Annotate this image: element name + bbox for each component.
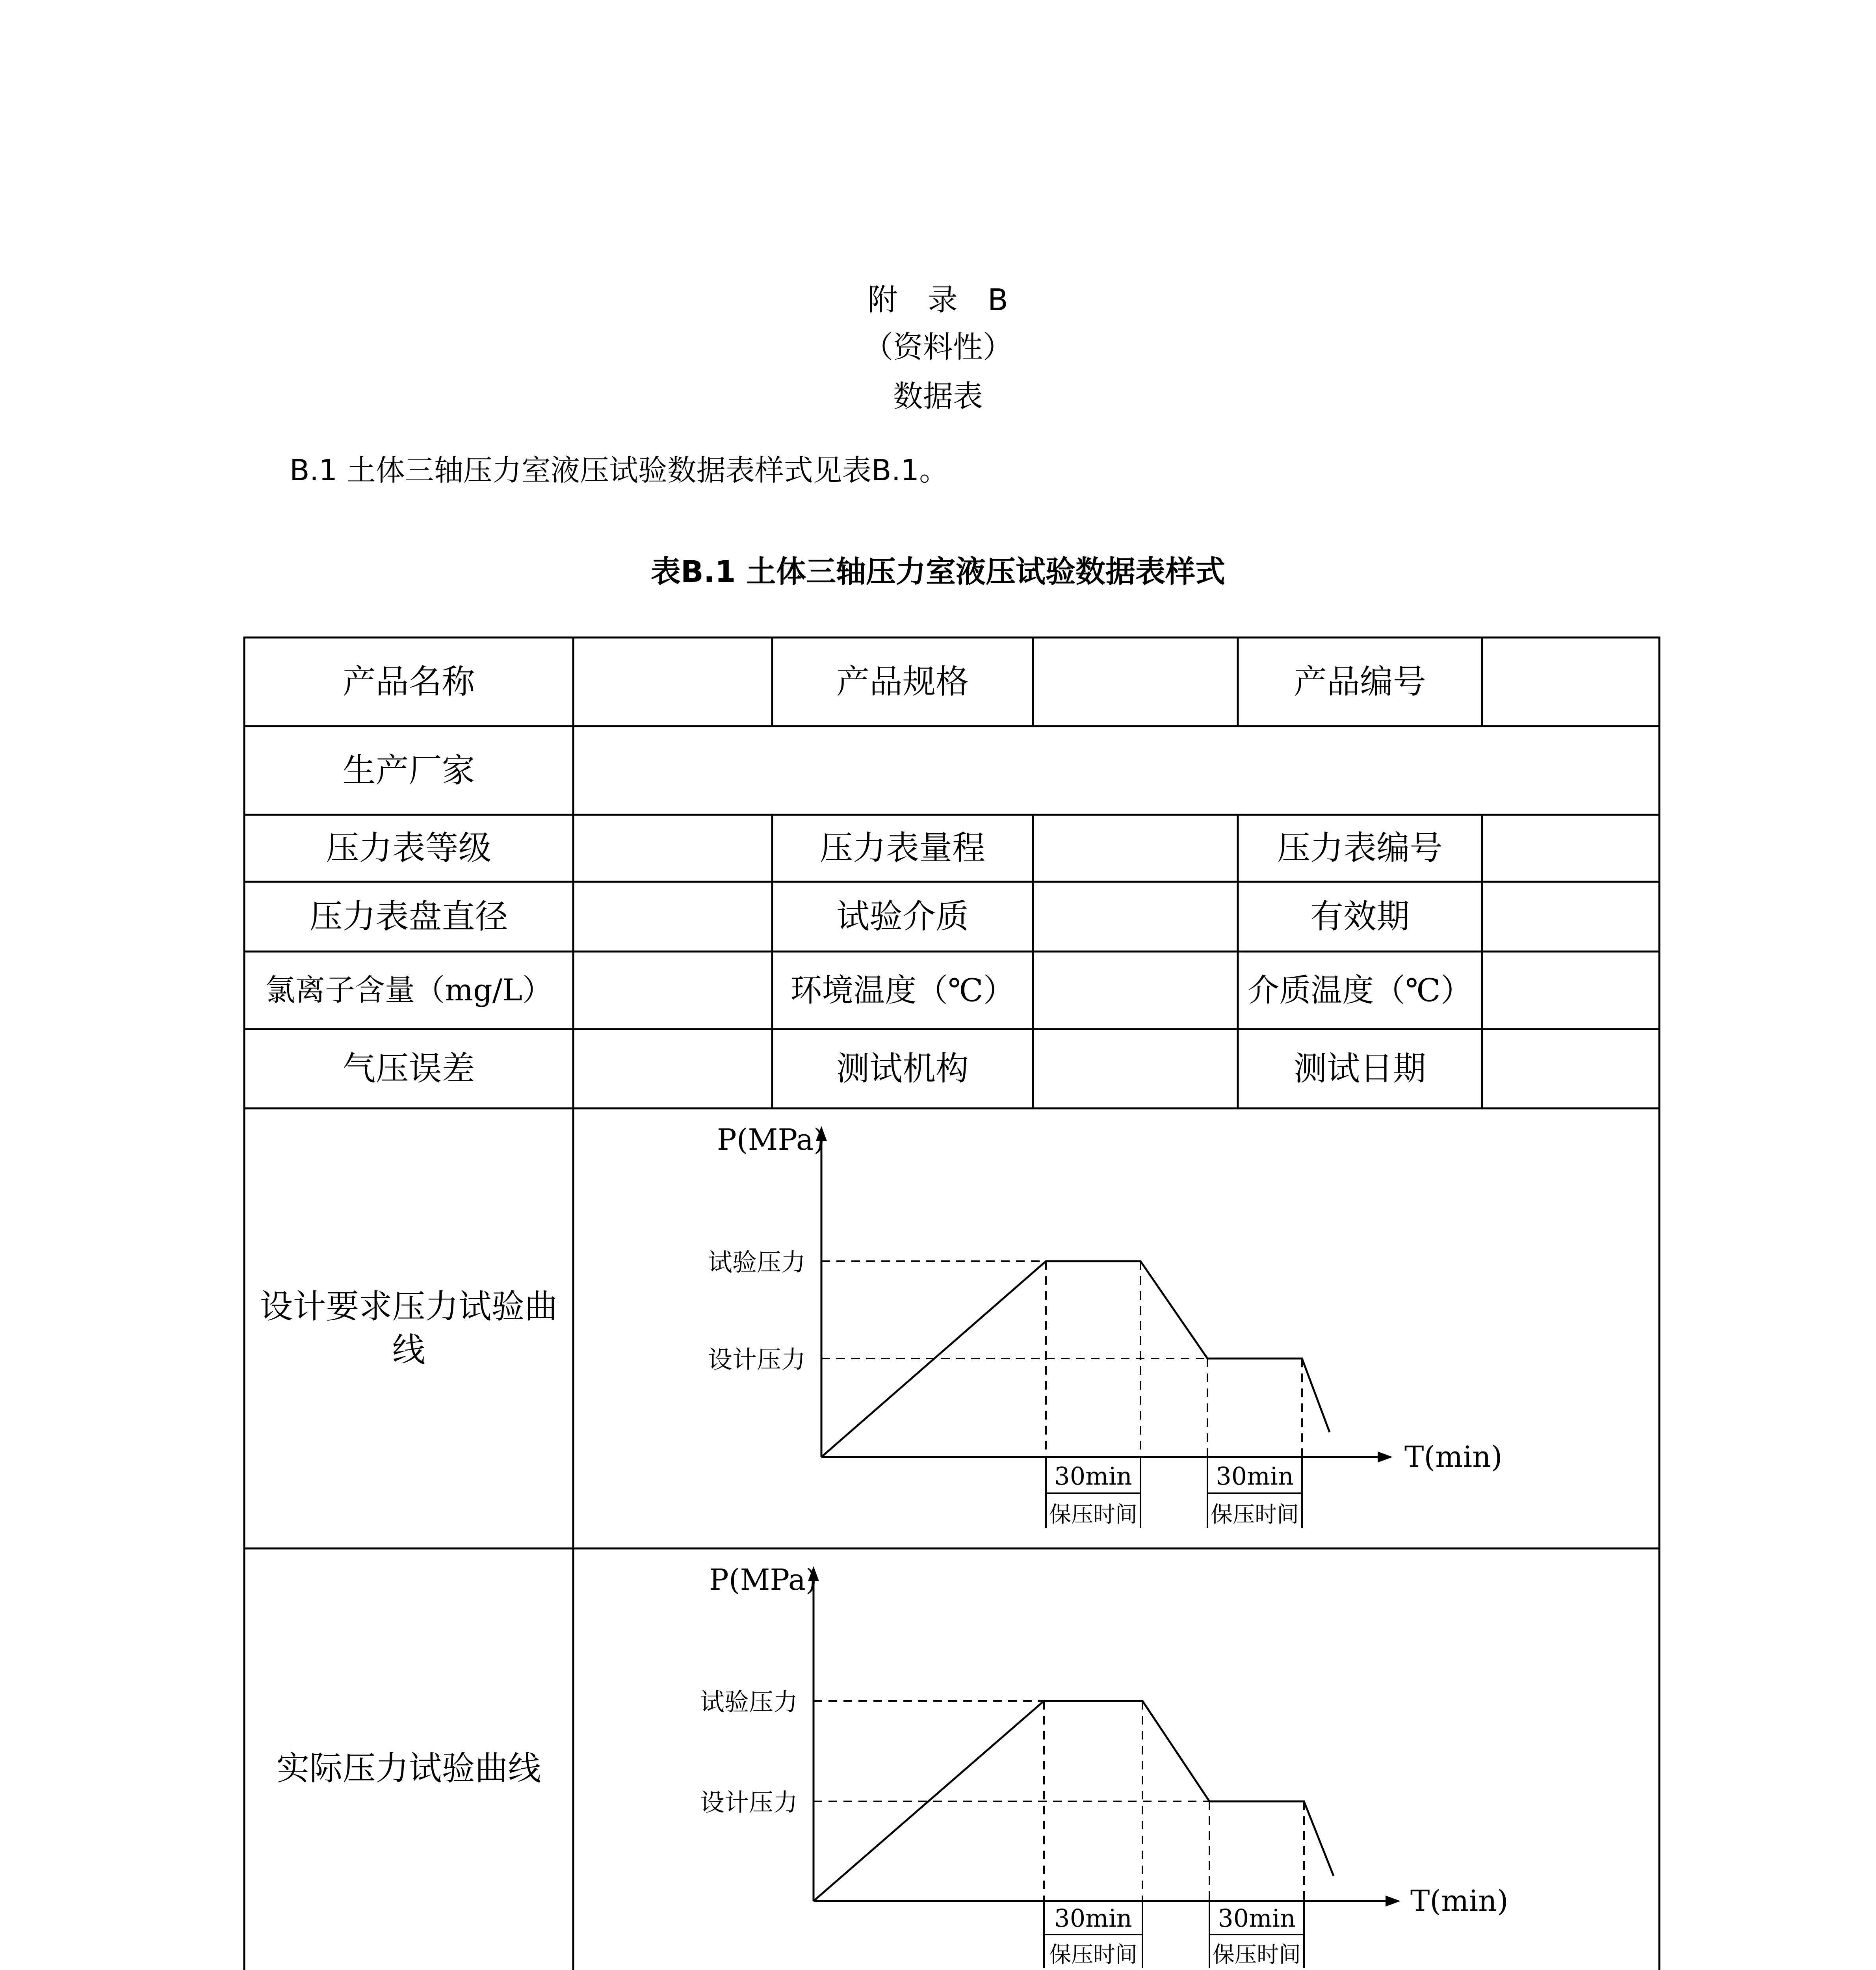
label-validity: 有效期 (1310, 897, 1410, 936)
label-gauge-grade: 压力表等级 (326, 829, 492, 868)
appendix-name: 数据表 (893, 379, 983, 414)
label-date: 测试日期 (1293, 1049, 1426, 1088)
test-pressure-label: 试验压力 (700, 1688, 798, 1716)
label-pressure-error: 气压误差 (342, 1049, 475, 1088)
label-gauge-no: 压力表编号 (1277, 829, 1443, 868)
hold-label-1: 保压时间 (1049, 1502, 1137, 1528)
hold-duration-2: 30min (1218, 1904, 1296, 1933)
label-gauge-range: 压力表量程 (819, 829, 985, 868)
hold-label-2: 保压时间 (1213, 1942, 1301, 1968)
label-chloride: 氯离子含量（mg/L） (265, 972, 552, 1008)
table-caption: 表B.1 土体三轴压力室液压试验数据表样式 (650, 554, 1226, 589)
label-actual-curve: 实际压力试验曲线 (276, 1749, 541, 1788)
label-gauge-diameter: 压力表盘直径 (309, 897, 508, 936)
hold-label-2: 保压时间 (1211, 1502, 1299, 1528)
label-medium-temp: 介质温度（℃） (1248, 972, 1472, 1009)
hold-duration-1: 30min (1054, 1462, 1132, 1491)
design-pressure-chart (575, 1110, 1503, 1548)
hold-duration-2: 30min (1216, 1462, 1294, 1491)
hold-duration-1: 30min (1054, 1904, 1132, 1933)
label-manufacturer: 生产厂家 (342, 751, 475, 790)
test-pressure-label: 试验压力 (708, 1248, 806, 1277)
design-pressure-label: 设计压力 (700, 1788, 798, 1817)
label-org: 测试机构 (836, 1049, 969, 1088)
label-medium: 试验介质 (836, 897, 969, 936)
label-env-temp: 环境温度（℃） (790, 972, 1015, 1009)
label-product-no: 产品编号 (1293, 662, 1426, 701)
intro-text: B.1 土体三轴压力室液压试验数据表样式见表B.1。 (290, 453, 949, 487)
x-axis-arrow (1386, 1896, 1400, 1907)
y-axis-label: P(MPa) (709, 1563, 817, 1597)
hold-label-1: 保压时间 (1049, 1942, 1137, 1968)
appendix-type: （资料性） (863, 329, 1013, 364)
x-axis-label: T(min) (1410, 1884, 1508, 1918)
appendix-title: 附 录 B (867, 282, 1009, 317)
actual-pressure-chart (575, 1550, 1508, 1970)
label-product-spec: 产品规格 (836, 662, 969, 701)
x-axis-label: T(min) (1404, 1440, 1503, 1474)
label-design-curve: 设计要求压力试验曲线 (260, 1287, 558, 1369)
label-product-name: 产品名称 (342, 662, 475, 701)
y-axis-label: P(MPa) (717, 1123, 825, 1157)
x-axis-arrow (1378, 1451, 1393, 1463)
design-pressure-label: 设计压力 (708, 1345, 806, 1374)
